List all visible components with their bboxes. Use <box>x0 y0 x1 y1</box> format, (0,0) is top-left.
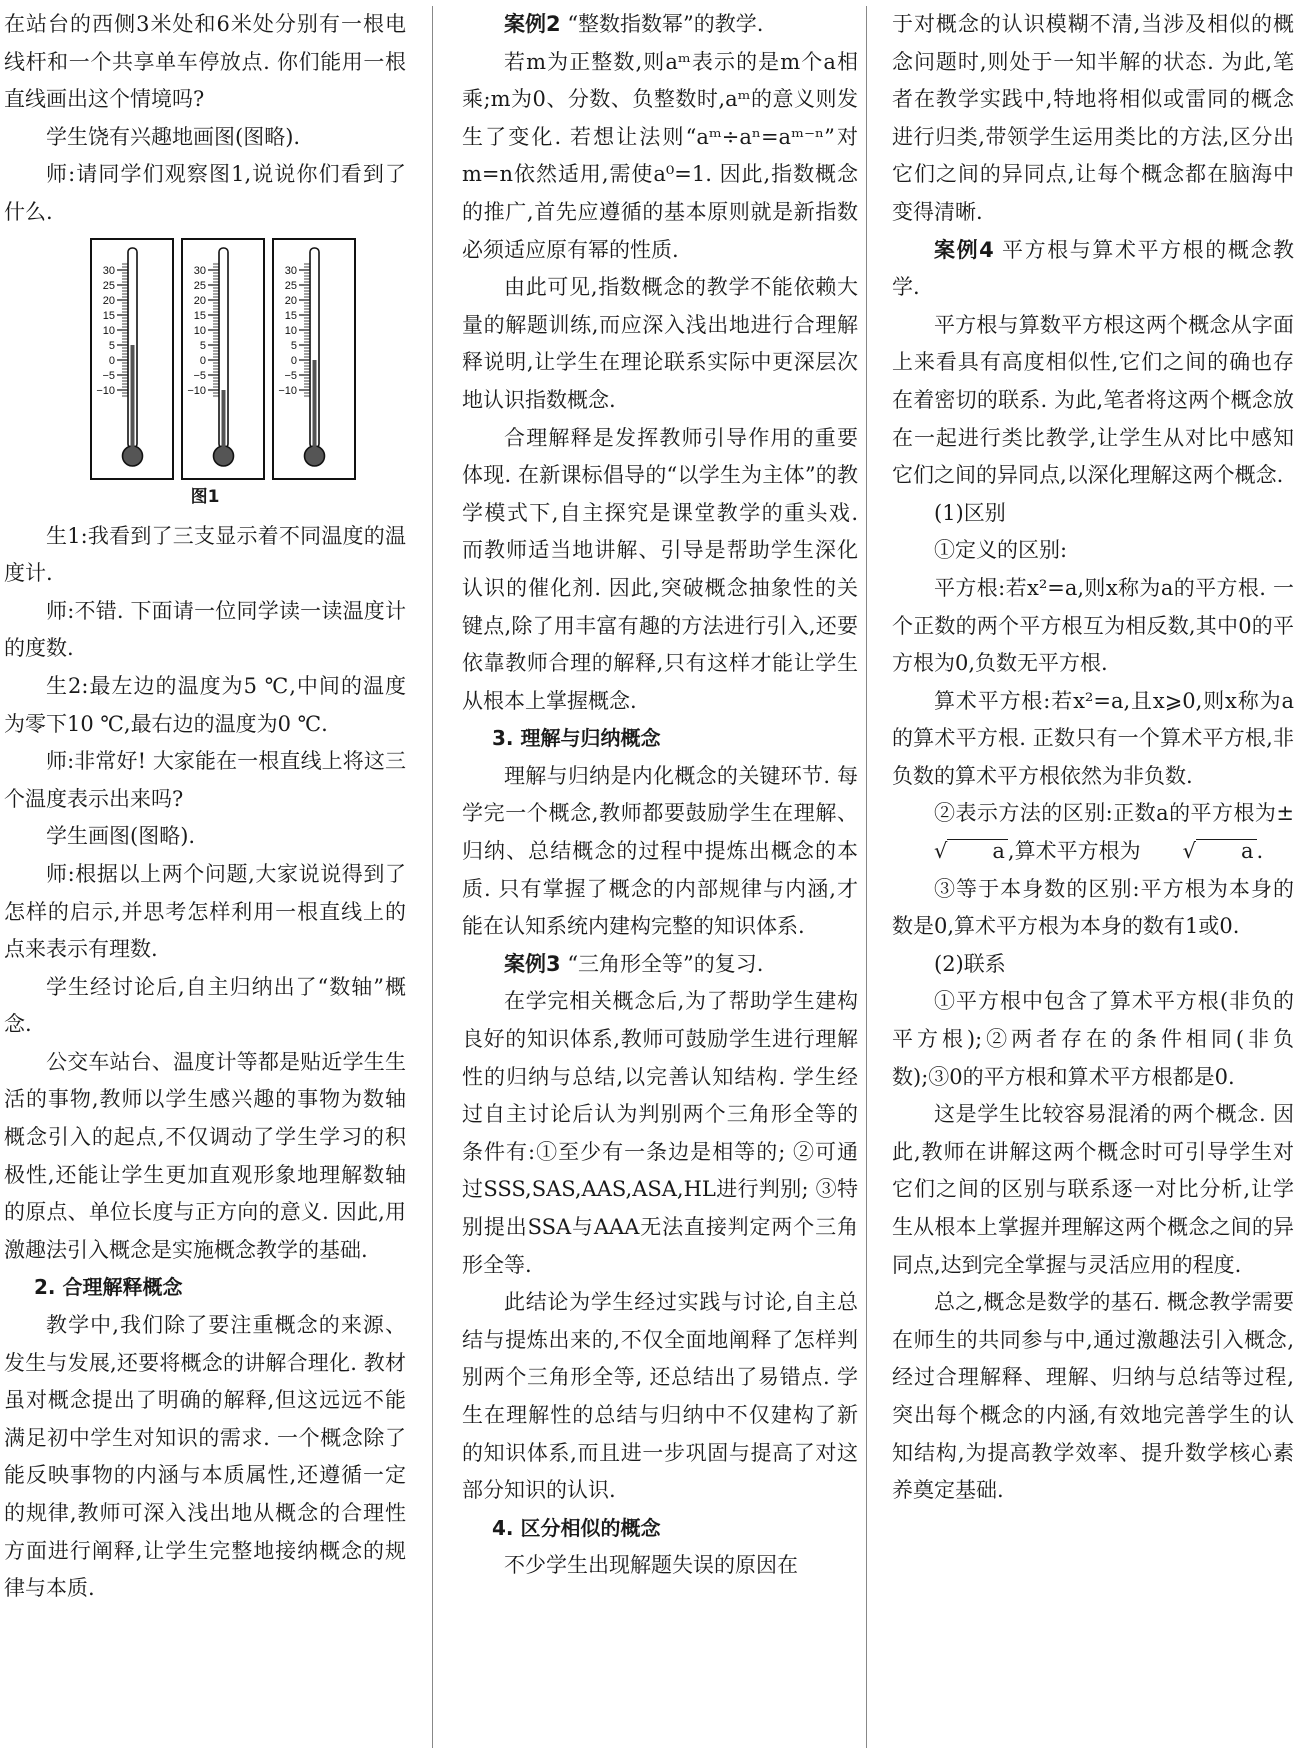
paragraph: 若m为正整数,则aᵐ表示的是m个a相乘;m为0、分数、负整数时,aᵐ的意义则发生了变化. 若想让法则“aᵐ÷aⁿ=aᵐ⁻ⁿ”对m=n依然适用,需使a⁰=1. 因此,指数概念的推广,首先应遵循的基本原则就是新指数必须适应原有幂的性质. <box>462 49 858 262</box>
paragraph: 师:根据以上两个问题,大家说说得到了怎样的启示,并思考怎样利用一根直线上的点来表示有理数. <box>4 861 406 962</box>
scale-label: 5 <box>290 339 297 352</box>
scale-label: −5 <box>102 369 115 382</box>
paragraph: 此结论为学生经过实践与讨论,自主总结与提炼出来的,不仅全面地阐释了怎样判别两个三角形全等, 还总结出了易错点. 学生在理解性的总结与归纳中不仅建构了新的知识体系,而且进一步巩固与提高了对这部分知识的认识. <box>462 1290 858 1503</box>
case-title: “三角形全等”的复习. <box>567 951 764 976</box>
column-3 <box>892 6 1294 1510</box>
paragraph: 理解与归纳是内化概念的关键环节. 每学完一个概念,教师都要鼓励学生在理解、归纳、总结概念的过程中提炼出概念的本质. 只有掌握了概念的内部规律与内涵,才能在认知系统内建构完整的知识体系. <box>462 763 858 939</box>
case-title: 平方根与算术平方根的概念教学. <box>892 237 1294 300</box>
scale-label: −10 <box>187 384 206 397</box>
case-tag: 案例3 <box>504 951 561 976</box>
paragraph: (2)联系 <box>934 951 1006 976</box>
scale-label: 0 <box>199 354 206 367</box>
scale-label: −10 <box>278 384 297 397</box>
paragraph: ①定义的区别: <box>934 538 1068 563</box>
mercury-column <box>313 360 317 450</box>
paragraph: 在学完相关概念后,为了帮助学生建构良好的知识体系,教师可鼓励学生进行理解性的归纳与总结,以完善认知结构. 学生经过自主讨论后认为判别两个三角形全等的条件有:①至少有一条边是相等的; ②可通过SSS,SAS,AAS,ASA,HL进行判别; ③特别提出SSA与AAA无法直接判定两个三角形全等. <box>462 989 858 1277</box>
paragraph: 生1:我看到了三支显示着不同温度的温度计. <box>4 523 406 586</box>
paragraph: 平方根与算数平方根这两个概念从字面上来看具有高度相似性,它们之间的确也存在着密切的联系. 为此,笔者将这两个概念放在一起进行类比教学,让学生从对比中感知它们之间的异同点,以深化理解这两个概念. <box>892 312 1294 488</box>
scale-label: 15 <box>193 309 206 322</box>
scale-label: 15 <box>102 309 115 322</box>
scale-label: 20 <box>193 294 206 307</box>
paragraph: 总之,概念是数学的基石. 概念教学需要在师生的共同参与中,通过激趣法引入概念,经过合理解释、理解、归纳与总结等过程, 突出每个概念的内涵,有效地完善学生的认知结构,为提高教学效率、提升数学核心素养奠定基础. <box>892 1290 1294 1503</box>
case-tag: 案例4 <box>934 237 994 262</box>
scale-label: 25 <box>284 279 297 292</box>
scale-label: 30 <box>102 264 115 277</box>
scale-label: 30 <box>284 264 297 277</box>
scale-label: 25 <box>102 279 115 292</box>
sqrt-expression: √ a <box>1141 833 1257 871</box>
scale-label: 10 <box>284 324 297 337</box>
figure-caption: 图1 <box>190 486 220 507</box>
mercury-column <box>222 390 226 450</box>
paragraph: ①平方根中包含了算术平方根(非负的平方根);②两者存在的条件相同(非负数);③0的平方根和算术平方根都是0. <box>892 989 1294 1089</box>
paragraph <box>892 795 1294 870</box>
scale-label: 5 <box>199 339 206 352</box>
scale-label: 10 <box>102 324 115 337</box>
scale-label: 30 <box>193 264 206 277</box>
scale-label: 0 <box>108 354 115 367</box>
scale-label: 5 <box>108 339 115 352</box>
scale-label: −5 <box>284 369 297 382</box>
paragraph: 学生饶有兴趣地画图(图略). <box>46 124 301 149</box>
text-run: ②表示方法的区别:正数a的平方根为± <box>934 801 1294 826</box>
section-heading: 3. 理解与归纳概念 <box>492 726 661 751</box>
paragraph: 这是学生比较容易混淆的两个概念. 因此,教师在讲解这两个概念时可引导学生对它们之间的区别与联系逐一对比分析,让学生从根本上掌握并理解这两个概念之间的异同点,达到完全掌握与灵活应用的程度. <box>892 1102 1294 1277</box>
thermometer <box>273 239 355 479</box>
paragraph: 学生画图(图略). <box>46 824 196 849</box>
paragraph: 师:请同学们观察图1,说说你们看到了什么. <box>4 162 406 224</box>
paragraph: 学生经讨论后,自主归纳出了“数轴”概念. <box>4 974 406 1037</box>
section-heading: 4. 区分相似的概念 <box>492 1515 661 1540</box>
sqrt-expression: √ a <box>892 833 1008 871</box>
column-2 <box>462 6 858 1585</box>
radicand: a <box>1196 839 1257 862</box>
paragraph: 公交车站台、温度计等都是贴近学生生活的事物,教师以学生感兴趣的事物为数轴概念引入的起点,不仅调动了学生学习的积极性,还能让学生更加直观形象地理解数轴的原点、单位长度与正方向的意义. 因此,用激趣法引入概念是实施概念教学的基础. <box>4 1049 406 1262</box>
section-heading: 2. 合理解释概念 <box>34 1275 183 1300</box>
paragraph: 在站台的西侧3米处和6米处分别有一根电线杆和一个共享单车停放点. 你们能用一根直线画出这个情境吗? <box>4 12 406 112</box>
paragraph: 由此可见,指数概念的教学不能依赖大量的解题训练,而应深入浅出地进行合理解释说明,让学生在理论联系实际中更深层次地认识指数概念. <box>462 275 858 412</box>
column-rule-right <box>866 6 867 1748</box>
paragraph: 不少学生出现解题失误的原因在 <box>504 1553 798 1578</box>
column-rule-left <box>432 6 433 1748</box>
case-heading <box>892 232 1294 307</box>
paragraph: 合理解释是发挥教师引导作用的重要体现. 在新课标倡导的“以学生为主体”的教学模式下,自主探究是课堂教学的重头戏. 而教师适当地讲解、引导是帮助学生深化认识的催化剂. 因此,突破概念抽象性的关键点,除了用丰富有趣的方法进行引入,还要依靠教师合理的解释,只有这样才能让学生从根本上掌握概念. <box>462 425 858 713</box>
thermometer <box>182 239 264 479</box>
thermometer <box>91 239 173 479</box>
mercury-column <box>131 345 135 450</box>
scale-label: 20 <box>102 294 115 307</box>
paragraph: 算术平方根:若x²=a,且x⩾0,则x称为a的算术平方根. 正数只有一个算术平方根,非负数的算术平方根依然为非负数. <box>892 688 1294 788</box>
paragraph: 生2:最左边的温度为5 ℃,中间的温度为零下10 ℃,最右边的温度为0 ℃. <box>4 673 406 736</box>
paragraph: (1)区别 <box>934 500 1006 525</box>
paragraph: 教学中,我们除了要注重概念的来源、发生与发展,还要将概念的讲解合理化. 教材虽对概念提出了明确的解释,但这远远不能满足初中学生对知识的需求. 一个概念除了能反映事物的内涵与本质属性,还遵循一定的规律,教师可深入浅出地从概念的合理性方面进行阐释,让学生完整地接纳概念的规律与本质. <box>4 1313 406 1601</box>
scale-label: 0 <box>290 354 297 367</box>
thermometers-figure <box>90 238 384 482</box>
scale-label: 25 <box>193 279 206 292</box>
case-heading <box>462 6 858 44</box>
scale-label: 15 <box>284 309 297 322</box>
paragraph: 师:不错. 下面请一位同学读一读温度计的度数. <box>4 598 406 661</box>
paragraph: 平方根:若x²=a,则x称为a的平方根. 一个正数的两个平方根互为相反数,其中0的平方根为0,负数无平方根. <box>892 575 1294 676</box>
column-1 <box>4 6 406 1608</box>
paragraph: 师:非常好! 大家能在一根直线上将这三个温度表示出来吗? <box>4 749 406 811</box>
scale-label: −10 <box>96 384 115 397</box>
scale-label: 20 <box>284 294 297 307</box>
scale-label: −5 <box>193 369 206 382</box>
case-heading <box>462 946 858 984</box>
text-run: . <box>1256 839 1264 864</box>
text-run: ,算术平方根为 <box>1007 839 1141 864</box>
case-title: “整数指数幂”的教学. <box>567 12 764 36</box>
radicand: a <box>947 839 1008 862</box>
figure-1 <box>4 238 406 510</box>
paragraph: ③等于本身数的区别:平方根为本身的数是0,算术平方根为本身的数有1或0. <box>892 876 1294 939</box>
paragraph: 于对概念的认识模糊不清,当涉及相似的概念问题时,则处于一知半解的状态. 为此,笔者在教学实践中,特地将相似或雷同的概念进行归类,带领学生运用类比的方法,区分出它们之间的异同点,让每个概念都在脑海中变得清晰. <box>892 12 1294 224</box>
scale-label: 10 <box>193 324 206 337</box>
case-tag: 案例2 <box>504 12 561 36</box>
